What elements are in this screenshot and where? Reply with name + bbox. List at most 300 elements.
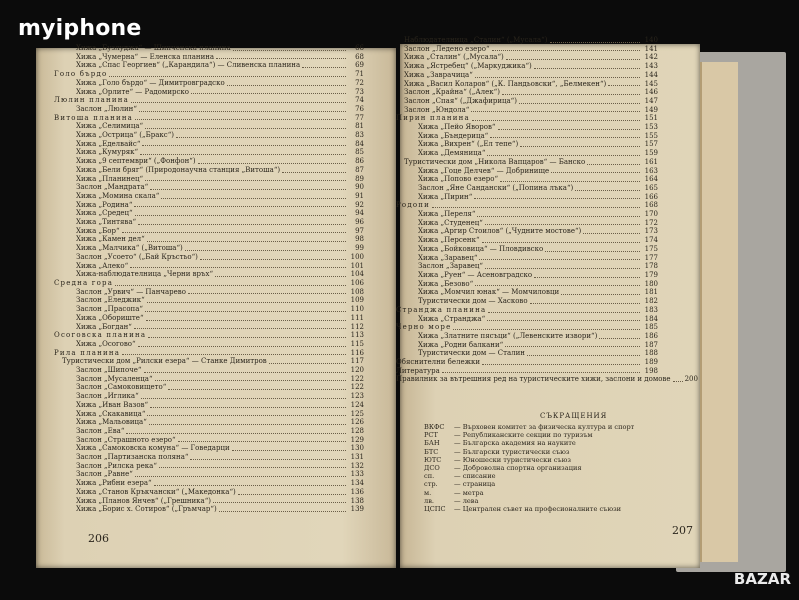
toc-entry-title: Хижа „Мальовица“ bbox=[76, 418, 147, 427]
dot-leader bbox=[475, 285, 640, 286]
toc-entry bbox=[54, 44, 364, 53]
toc-entry-title: Хижа „Демяница“ bbox=[418, 149, 486, 158]
dot-leader bbox=[135, 119, 346, 120]
toc-entry bbox=[54, 479, 364, 488]
toc-page-number: 140 bbox=[644, 36, 658, 44]
toc-entry-title: Хижа „Попово езеро“ bbox=[418, 175, 499, 184]
dot-leader bbox=[190, 459, 346, 460]
toc-page-number: 187 bbox=[644, 340, 658, 349]
toc-page-number: 133 bbox=[350, 470, 364, 479]
toc-entry-title: Заслон „Самоковището“ bbox=[76, 383, 167, 392]
toc-entry-title: Хижа „Осогово“ bbox=[76, 339, 136, 348]
toc-entry-title: Хижа „Момина скала“ bbox=[76, 191, 160, 200]
dot-leader bbox=[146, 320, 346, 321]
abbreviation-value: — Върховен комитет за физическа култура и спорт bbox=[454, 423, 635, 431]
left-toc-list bbox=[54, 44, 364, 514]
toc-page-number: 128 bbox=[350, 426, 364, 435]
toc-entry-title: Хижа „Алеко“ bbox=[76, 261, 129, 270]
dot-leader bbox=[534, 277, 640, 278]
abbreviation-value: — Републиканските секции по туризъм bbox=[454, 431, 593, 440]
toc-section-title: Пирин планина bbox=[396, 114, 470, 123]
dot-leader bbox=[140, 154, 346, 155]
toc-entry-title: Хижа „Бор“ bbox=[76, 226, 120, 235]
toc-entry bbox=[396, 280, 658, 289]
dot-leader bbox=[472, 120, 640, 121]
dot-leader bbox=[490, 137, 640, 138]
dot-leader bbox=[155, 380, 346, 381]
dot-leader bbox=[149, 424, 346, 425]
dot-leader bbox=[506, 59, 640, 60]
right-page-number: 207 bbox=[672, 524, 693, 537]
toc-page-number: 94 bbox=[355, 209, 364, 218]
toc-entry bbox=[396, 306, 658, 315]
dot-leader bbox=[432, 207, 640, 208]
toc-entry bbox=[396, 262, 658, 271]
toc-entry-title: Хижа-наблюдателница „Черни връх“ bbox=[76, 270, 214, 279]
toc-entry bbox=[396, 123, 658, 132]
toc-entry bbox=[396, 80, 658, 89]
toc-section-title: Средна гора bbox=[54, 278, 114, 287]
dot-leader bbox=[147, 415, 346, 416]
dot-leader bbox=[479, 259, 640, 260]
dot-leader bbox=[147, 302, 346, 303]
dot-leader bbox=[135, 215, 346, 216]
dot-leader bbox=[534, 68, 640, 69]
abbreviation-row bbox=[424, 489, 634, 497]
toc-entry-title: Хижа „Ястребец“ („Маркуджика“) bbox=[404, 62, 532, 71]
toc-entry bbox=[396, 71, 658, 80]
toc-page-number: 69 bbox=[355, 61, 364, 70]
dot-leader bbox=[530, 303, 640, 304]
dot-leader bbox=[550, 42, 641, 43]
toc-page-number: 132 bbox=[350, 461, 364, 470]
toc-entry bbox=[396, 367, 658, 376]
toc-entry bbox=[54, 314, 364, 323]
toc-page-number: 174 bbox=[644, 236, 658, 245]
dot-leader bbox=[139, 111, 346, 112]
toc-page-number: 89 bbox=[355, 174, 364, 183]
toc-page-number: 149 bbox=[644, 105, 658, 114]
toc-entry-title: Хижа „Бойковица“ — Пловдивско bbox=[418, 244, 544, 253]
toc-page-number: 165 bbox=[644, 183, 658, 192]
toc-page-number: 155 bbox=[644, 131, 658, 140]
abbreviation-key: ВКФС bbox=[424, 423, 445, 431]
toc-entry bbox=[396, 140, 658, 149]
toc-page-number: 153 bbox=[644, 123, 658, 132]
toc-entry bbox=[54, 201, 364, 210]
watermark-label: myiphone bbox=[18, 16, 142, 41]
toc-entry bbox=[54, 305, 364, 314]
toc-page-number: 92 bbox=[355, 200, 364, 209]
toc-entry-title: Обяснителни бележки bbox=[396, 358, 481, 367]
toc-entry bbox=[396, 254, 658, 263]
dot-leader bbox=[477, 216, 640, 217]
toc-section-title: Черно море bbox=[396, 323, 452, 332]
toc-page-number: 129 bbox=[350, 435, 364, 444]
dot-leader bbox=[159, 467, 346, 468]
dot-leader bbox=[178, 441, 346, 442]
toc-page-number: 90 bbox=[355, 183, 364, 192]
toc-page-number: 120 bbox=[350, 366, 364, 375]
toc-page-number: 73 bbox=[355, 87, 364, 96]
toc-entry bbox=[54, 375, 364, 384]
toc-entry-title: Заслон „Крайна“ („Алек“) bbox=[404, 88, 500, 97]
toc-page-number: 98 bbox=[355, 235, 364, 244]
abbreviation-row bbox=[424, 448, 634, 456]
toc-entry-title: Хижа „Заравец“ bbox=[418, 253, 478, 262]
toc-entry-title: Хижа „Безово“ bbox=[418, 279, 474, 288]
toc-page-number: 147 bbox=[644, 96, 658, 105]
toc-entry bbox=[54, 436, 364, 445]
toc-entry bbox=[396, 114, 658, 123]
dot-leader bbox=[545, 251, 640, 252]
toc-entry-title: Туристически дом — Сталин bbox=[418, 349, 525, 358]
abbreviation-value: — Централен съвет на професионалните съюзи bbox=[454, 505, 622, 514]
toc-page-number: 183 bbox=[644, 305, 658, 314]
toc-entry bbox=[54, 427, 364, 436]
toc-page-number: 99 bbox=[355, 244, 364, 253]
toc-entry-title: Хижа „Вихрен“ („Ел тепе“) bbox=[418, 140, 519, 149]
dot-leader bbox=[198, 163, 346, 164]
dot-leader bbox=[498, 129, 641, 130]
dot-leader bbox=[485, 224, 640, 225]
dot-leader bbox=[135, 476, 346, 477]
toc-entry bbox=[54, 166, 364, 175]
dot-leader bbox=[500, 181, 640, 182]
dot-leader bbox=[126, 433, 346, 434]
toc-entry bbox=[396, 245, 658, 254]
toc-section-title: Родопи bbox=[396, 201, 430, 210]
toc-entry-title: Хижа „Борис х. Сотиров“ („Гръмчар“) bbox=[76, 505, 217, 514]
dot-leader bbox=[482, 364, 640, 365]
dot-leader bbox=[599, 338, 640, 339]
toc-page-number: 134 bbox=[350, 479, 364, 488]
toc-page-number: 130 bbox=[350, 444, 364, 453]
toc-entry bbox=[396, 332, 658, 341]
toc-entry-title: Заслон „Шипоче“ bbox=[76, 366, 142, 375]
toc-entry bbox=[396, 53, 658, 62]
toc-entry-title: Хижа „Аргир Стоилов“ („Чудните мостове“) bbox=[418, 227, 582, 236]
toc-page-number: 182 bbox=[644, 297, 658, 306]
dot-leader bbox=[176, 137, 346, 138]
toc-entry-title: Заслон „Яне Сандански“ („Попина лъка“) bbox=[418, 183, 574, 192]
dot-leader bbox=[134, 328, 346, 329]
toc-page-number: 123 bbox=[350, 392, 364, 401]
toc-entry-title: Заслон „Рилска река“ bbox=[76, 461, 157, 470]
toc-page-number: 168 bbox=[644, 201, 658, 210]
toc-entry-title: Хижа „Самоковска комуна“ — Говедарци bbox=[76, 444, 230, 453]
dot-leader bbox=[269, 363, 346, 364]
toc-entry-title: Хижа „Момчил юнак“ — Момчиловци bbox=[418, 288, 560, 297]
toc-entry bbox=[54, 288, 364, 297]
toc-entry bbox=[396, 175, 658, 184]
toc-entry-title: Хижа „Станов Кръкчански“ („Македонка“) bbox=[76, 487, 236, 496]
toc-page-number: 166 bbox=[644, 192, 658, 201]
toc-entry-title: Хижа „Тинтява“ bbox=[76, 218, 137, 227]
toc-page-number: 124 bbox=[350, 400, 364, 409]
dot-leader bbox=[122, 354, 346, 355]
toc-page-number: 136 bbox=[350, 487, 364, 496]
toc-entry bbox=[54, 88, 364, 97]
toc-entry bbox=[54, 453, 364, 462]
abbreviation-key: БТС bbox=[424, 447, 439, 456]
toc-entry bbox=[54, 279, 364, 288]
toc-page-number: 159 bbox=[644, 149, 658, 158]
toc-entry-title: Хижа „Персенк“ bbox=[418, 236, 480, 245]
dot-leader bbox=[673, 381, 683, 382]
toc-page-number: 68 bbox=[355, 52, 364, 61]
toc-page-number: 172 bbox=[644, 218, 658, 227]
toc-entry-title: Хижа „Кумуряк“ bbox=[76, 148, 139, 157]
toc-entry bbox=[396, 358, 658, 367]
toc-page-number: 131 bbox=[350, 453, 364, 462]
toc-entry bbox=[396, 297, 658, 306]
dot-leader bbox=[453, 329, 640, 330]
abbreviation-row bbox=[424, 439, 634, 447]
toc-section-title: Витоша планина bbox=[54, 113, 134, 122]
dot-leader bbox=[520, 146, 640, 147]
toc-entry bbox=[396, 236, 658, 245]
toc-page-number: 83 bbox=[355, 131, 364, 140]
toc-entry-title: Хижа „Средец“ bbox=[76, 209, 133, 218]
toc-entry bbox=[396, 341, 658, 350]
dot-leader bbox=[485, 268, 640, 269]
toc-entry bbox=[54, 192, 364, 201]
toc-page-number: 76 bbox=[355, 104, 364, 113]
toc-page-number: 110 bbox=[350, 305, 364, 314]
abbreviation-row bbox=[424, 497, 634, 505]
dot-leader bbox=[561, 294, 640, 295]
toc-entry bbox=[54, 401, 364, 410]
toc-page-number: 143 bbox=[644, 62, 658, 71]
dot-leader bbox=[527, 355, 640, 356]
toc-entry-title: Заслон „Спая“ („Джафирица“) bbox=[404, 96, 517, 105]
abbreviation-value: — Доброволна спортна организация bbox=[454, 464, 582, 473]
toc-entry bbox=[54, 148, 364, 157]
dot-leader bbox=[115, 285, 346, 286]
dot-leader bbox=[145, 180, 346, 181]
toc-entry-title: Хижа „Бъндерица“ bbox=[418, 131, 489, 140]
toc-entry bbox=[54, 235, 364, 244]
toc-entry bbox=[54, 244, 364, 253]
toc-page-number: 77 bbox=[355, 113, 364, 122]
dot-leader bbox=[471, 111, 640, 112]
toc-entry bbox=[54, 444, 364, 453]
abbreviation-key: БАН bbox=[424, 439, 440, 448]
abbreviation-row bbox=[424, 431, 634, 439]
toc-page-number: 142 bbox=[644, 53, 658, 62]
toc-entry bbox=[396, 106, 658, 115]
abbreviation-value: — страница bbox=[454, 480, 496, 489]
toc-entry bbox=[54, 218, 364, 227]
abbreviation-value: — Юношески туристически съюз bbox=[454, 455, 571, 464]
toc-entry bbox=[396, 219, 658, 228]
toc-page-number: 138 bbox=[350, 496, 364, 505]
toc-entry bbox=[54, 418, 364, 427]
toc-page-number: 112 bbox=[350, 322, 364, 331]
toc-entry-title: Хижа „Бели бряг“ (Природонаучна станция „Витоша“) bbox=[76, 165, 281, 174]
toc-entry bbox=[54, 105, 364, 114]
abbreviation-row bbox=[424, 505, 634, 513]
toc-page-number: 170 bbox=[644, 210, 658, 219]
toc-entry-title: Заслон „Прасопа“ bbox=[76, 305, 143, 314]
toc-entry bbox=[396, 158, 658, 167]
page-edge bbox=[700, 62, 738, 562]
abbreviation-key: лв. bbox=[424, 496, 434, 505]
toc-page-number: 145 bbox=[644, 79, 658, 88]
abbreviation-key: м. bbox=[424, 488, 432, 497]
dot-leader bbox=[147, 241, 346, 242]
toc-page-number: 96 bbox=[355, 218, 364, 227]
dot-leader bbox=[474, 198, 640, 199]
dot-leader bbox=[154, 485, 346, 486]
toc-page-number: 175 bbox=[644, 244, 658, 253]
dot-leader bbox=[150, 189, 346, 190]
dot-leader bbox=[161, 198, 346, 199]
toc-entry bbox=[54, 323, 364, 332]
toc-entry bbox=[54, 253, 364, 262]
dot-leader bbox=[145, 128, 346, 129]
toc-page-number: 163 bbox=[644, 166, 658, 175]
toc-entry-title: Хижа „Планов Янчев“ („Грешника“) bbox=[76, 496, 212, 505]
toc-page-number: 200 bbox=[684, 375, 698, 384]
toc-section-title: Люлин планина bbox=[54, 96, 129, 105]
bazar-logo: BAZAR bbox=[733, 570, 791, 588]
toc-entry-title: Наблюдателница „Сталин“ („Мусала“) bbox=[404, 36, 548, 44]
dot-leader bbox=[144, 372, 346, 373]
toc-entry-title: Хижа „Голо бърдо“ — Димитровградско bbox=[76, 78, 225, 87]
toc-entry bbox=[396, 375, 698, 384]
toc-entry bbox=[396, 349, 658, 358]
toc-entry-title: Заслон „Страшното езеро“ bbox=[76, 435, 176, 444]
toc-entry-title: Хижа „Бузлуджа“ — Шипченска планина bbox=[76, 44, 231, 52]
toc-entry bbox=[54, 96, 364, 105]
toc-entry bbox=[396, 227, 658, 236]
toc-page-number: 115 bbox=[350, 339, 364, 348]
abbreviation-key: стр. bbox=[424, 480, 438, 489]
toc-entry bbox=[396, 36, 658, 45]
dot-leader bbox=[482, 242, 640, 243]
dot-leader bbox=[215, 276, 346, 277]
toc-page-number: 104 bbox=[350, 270, 364, 279]
toc-entry-title: Заслон „Мусаленца“ bbox=[76, 374, 153, 383]
toc-entry-title: Заслон „Люлин“ bbox=[76, 104, 137, 113]
toc-entry bbox=[54, 209, 364, 218]
dot-leader bbox=[227, 85, 346, 86]
dot-leader bbox=[551, 172, 640, 173]
toc-page-number: 177 bbox=[644, 253, 658, 262]
toc-entry-title: Хижа „Селимица“ bbox=[76, 122, 144, 131]
toc-entry bbox=[396, 184, 658, 193]
toc-page-number: 108 bbox=[350, 287, 364, 296]
toc-page-number: 151 bbox=[644, 114, 658, 123]
toc-page-number: 161 bbox=[644, 157, 658, 166]
abbreviation-key: сп. bbox=[424, 472, 435, 481]
abbreviations-list bbox=[424, 423, 634, 513]
toc-entry bbox=[54, 366, 364, 375]
dot-leader bbox=[142, 145, 346, 146]
toc-page-number: 126 bbox=[350, 418, 364, 427]
toc-entry bbox=[54, 53, 364, 62]
dot-leader bbox=[138, 346, 346, 347]
dot-leader bbox=[200, 259, 346, 260]
toc-entry bbox=[396, 288, 658, 297]
dot-leader bbox=[191, 93, 346, 94]
toc-page-number: 141 bbox=[644, 44, 658, 53]
toc-page-number: 71 bbox=[355, 70, 364, 79]
abbreviation-value: — Български туристически съюз bbox=[454, 447, 570, 456]
toc-page-number: 139 bbox=[350, 505, 364, 514]
toc-entry-title: Хижа „Спас Георгиев“ („Карандила“) — Сливенска планина bbox=[76, 61, 301, 70]
toc-entry bbox=[54, 140, 364, 149]
toc-entry-title: Заслон „Еледжик“ bbox=[76, 296, 145, 305]
toc-entry-title: Хижа „Заврачица“ bbox=[404, 70, 473, 79]
toc-entry-title: Хижа „Пейо Яворов“ bbox=[418, 123, 496, 132]
toc-section-title: Голо бърдо bbox=[54, 70, 108, 79]
dot-leader bbox=[442, 372, 640, 373]
abbreviation-value: — лева bbox=[454, 496, 479, 505]
toc-page-number: 189 bbox=[644, 358, 658, 367]
toc-page-number: 178 bbox=[644, 262, 658, 271]
dot-leader bbox=[109, 76, 346, 77]
abbreviations-title: СЪКРАЩЕНИЯ bbox=[540, 412, 608, 420]
toc-page-number: 188 bbox=[644, 349, 658, 358]
toc-entry-title: Хижа „Планинец“ bbox=[76, 174, 144, 183]
dot-leader bbox=[487, 155, 640, 156]
toc-page-number: 164 bbox=[644, 175, 658, 184]
dot-leader bbox=[131, 102, 346, 103]
dot-leader bbox=[134, 206, 346, 207]
abbreviation-row bbox=[424, 423, 634, 431]
dot-leader bbox=[487, 320, 640, 321]
dot-leader bbox=[505, 346, 640, 347]
toc-page-number: 101 bbox=[350, 261, 364, 270]
toc-entry-title: Правилник за вътрешния ред на туристическите хижи, заслони и домове bbox=[396, 375, 671, 384]
dot-leader bbox=[145, 311, 346, 312]
toc-entry-title: Хижа „Переля“ bbox=[418, 210, 476, 219]
dot-leader bbox=[185, 250, 346, 251]
toc-entry bbox=[54, 470, 364, 479]
toc-entry-title: Заслон „Ледено езеро“ bbox=[404, 44, 490, 53]
toc-entry-title: Хижа „Орлите“ — Радомирско bbox=[76, 87, 189, 96]
toc-page-number: 117 bbox=[350, 357, 364, 366]
dot-leader bbox=[213, 502, 346, 503]
toc-page-number: 122 bbox=[350, 374, 364, 383]
toc-entry bbox=[396, 45, 658, 54]
toc-entry bbox=[54, 505, 364, 514]
left-page-number: 206 bbox=[88, 532, 109, 545]
toc-entry bbox=[54, 462, 364, 471]
dot-leader bbox=[130, 267, 346, 268]
toc-entry bbox=[54, 410, 364, 419]
toc-entry bbox=[54, 270, 364, 279]
toc-entry-title: Хижа „Иван Вазов“ bbox=[76, 400, 149, 409]
toc-page-number: 180 bbox=[644, 279, 658, 288]
toc-entry-title: Хижа „9 септември“ („Фонфон“) bbox=[76, 157, 196, 166]
toc-entry-title: Хижа „Малчика“ („Витоша“) bbox=[76, 244, 183, 253]
toc-entry-title: Заслон „Усоето“ („Бай Кръстьо“) bbox=[76, 252, 198, 261]
toc-page-number: 84 bbox=[355, 139, 364, 148]
dot-leader bbox=[233, 50, 346, 51]
toc-entry bbox=[396, 315, 658, 324]
toc-entry-title: Хижа „Рибни езера“ bbox=[76, 479, 152, 488]
toc-entry-title: Заслон „Урвич“ — Панчарево bbox=[76, 287, 186, 296]
toc-page-number: 181 bbox=[644, 288, 658, 297]
toc-page-number: 74 bbox=[355, 96, 364, 105]
toc-entry-title: Заслон „Равне“ bbox=[76, 470, 133, 479]
toc-entry bbox=[54, 296, 364, 305]
toc-entry-title: Хижа „Странджа“ bbox=[418, 314, 486, 323]
